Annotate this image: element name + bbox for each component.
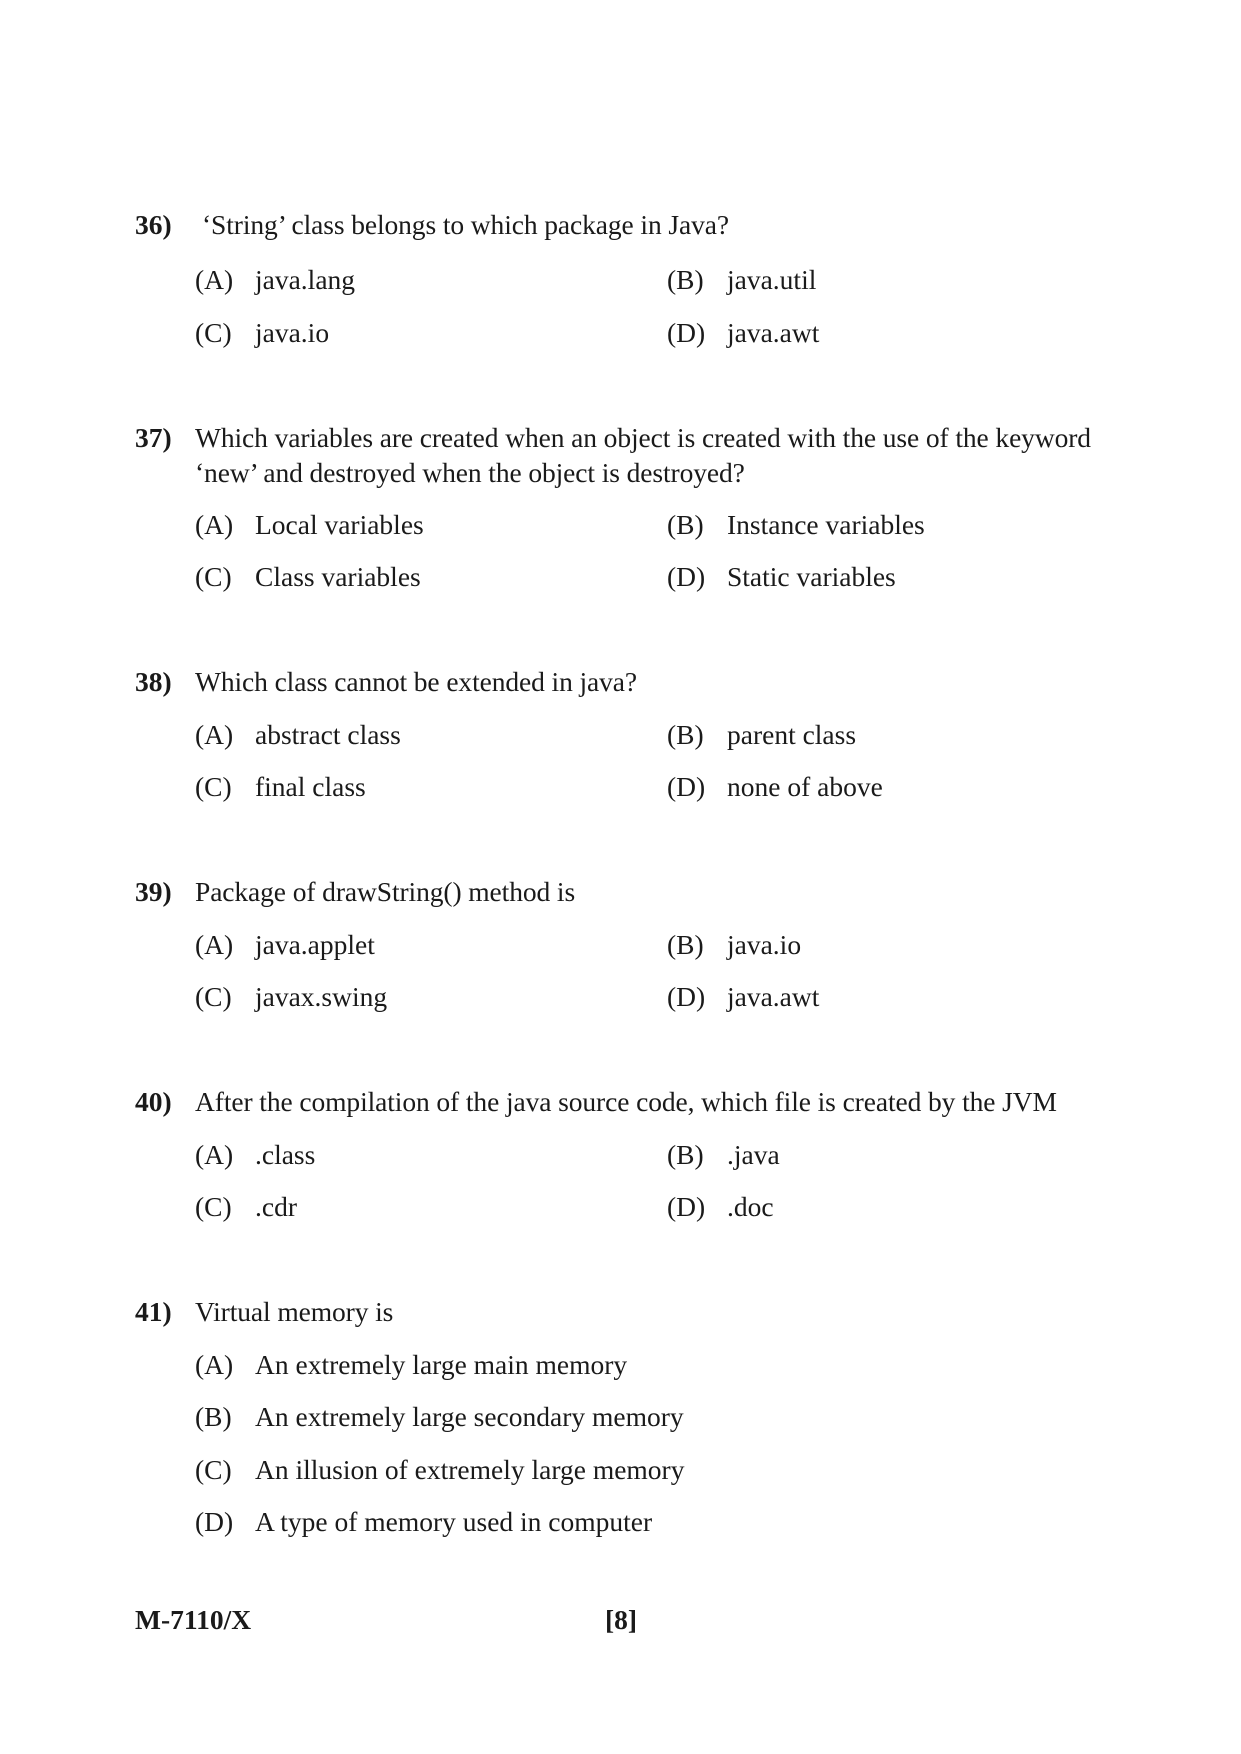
option-label: (D)	[195, 1506, 234, 1537]
option-text: javax.swing	[255, 981, 388, 1012]
option-text: none of above	[727, 771, 883, 802]
option-label: (A)	[195, 1349, 234, 1380]
option-label: (D)	[667, 1191, 706, 1222]
option-label: (D)	[667, 561, 706, 592]
question-text: Package of drawString() method is	[195, 876, 576, 907]
option-label: (C)	[195, 1191, 232, 1222]
question-number: 39)	[135, 876, 172, 907]
option-label: (A)	[195, 1139, 234, 1170]
question-text: Which variables are created when an object is created with the use of the keyword	[195, 422, 1091, 453]
option-text: An extremely large main memory	[255, 1349, 628, 1380]
option-text: java.io	[255, 317, 330, 348]
option-label: (B)	[195, 1401, 232, 1432]
question-number: 37)	[135, 422, 172, 453]
option-text: parent class	[727, 719, 857, 750]
option-text: java.io	[727, 929, 802, 960]
option-text: Static variables	[727, 561, 896, 592]
option-label: (D)	[667, 771, 706, 802]
paper-code: M-7110/X	[135, 1604, 252, 1635]
option-label: (D)	[667, 317, 706, 348]
option-label: (B)	[667, 929, 704, 960]
question-number: 40)	[135, 1086, 172, 1117]
option-text: java.applet	[255, 929, 375, 960]
option-label: (C)	[195, 317, 232, 348]
option-label: (B)	[667, 719, 704, 750]
option-text: .class	[255, 1139, 316, 1170]
option-text: .cdr	[255, 1191, 297, 1222]
option-label: (C)	[195, 771, 232, 802]
question-text: ‘new’ and destroyed when the object is destroyed?	[195, 457, 745, 488]
question-text: ‘String’ class belongs to which package in Java?	[202, 209, 729, 240]
question-text: Virtual memory is	[195, 1296, 394, 1327]
option-label: (C)	[195, 561, 232, 592]
option-label: (B)	[667, 1139, 704, 1170]
option-text: Instance variables	[727, 509, 925, 540]
option-label: (B)	[667, 509, 704, 540]
option-text: java.util	[727, 264, 817, 295]
option-text: An extremely large secondary memory	[255, 1401, 684, 1432]
option-text: java.lang	[255, 264, 356, 295]
question-number: 41)	[135, 1296, 172, 1327]
option-text: A type of memory used in computer	[255, 1506, 653, 1537]
option-text: java.awt	[727, 981, 820, 1012]
option-text: java.awt	[727, 317, 820, 348]
option-label: (C)	[195, 981, 232, 1012]
option-text: Class variables	[255, 561, 421, 592]
option-text: An illusion of extremely large memory	[255, 1454, 685, 1485]
question-text: Which class cannot be extended in java?	[195, 666, 638, 697]
option-text: .doc	[727, 1191, 774, 1222]
option-label: (A)	[195, 264, 234, 295]
question-text: After the compilation of the java source code, which file is created by the JVM	[195, 1086, 1057, 1117]
question-number: 38)	[135, 666, 172, 697]
option-text: Local variables	[255, 509, 424, 540]
page-number: [8]	[605, 1604, 638, 1635]
option-text: .java	[727, 1139, 780, 1170]
option-label: (A)	[195, 929, 234, 960]
question-number: 36)	[135, 209, 172, 240]
option-label: (B)	[667, 264, 704, 295]
option-text: abstract class	[255, 719, 401, 750]
option-label: (A)	[195, 719, 234, 750]
option-label: (C)	[195, 1454, 232, 1485]
option-label: (A)	[195, 509, 234, 540]
option-text: final class	[255, 771, 366, 802]
option-label: (D)	[667, 981, 706, 1012]
